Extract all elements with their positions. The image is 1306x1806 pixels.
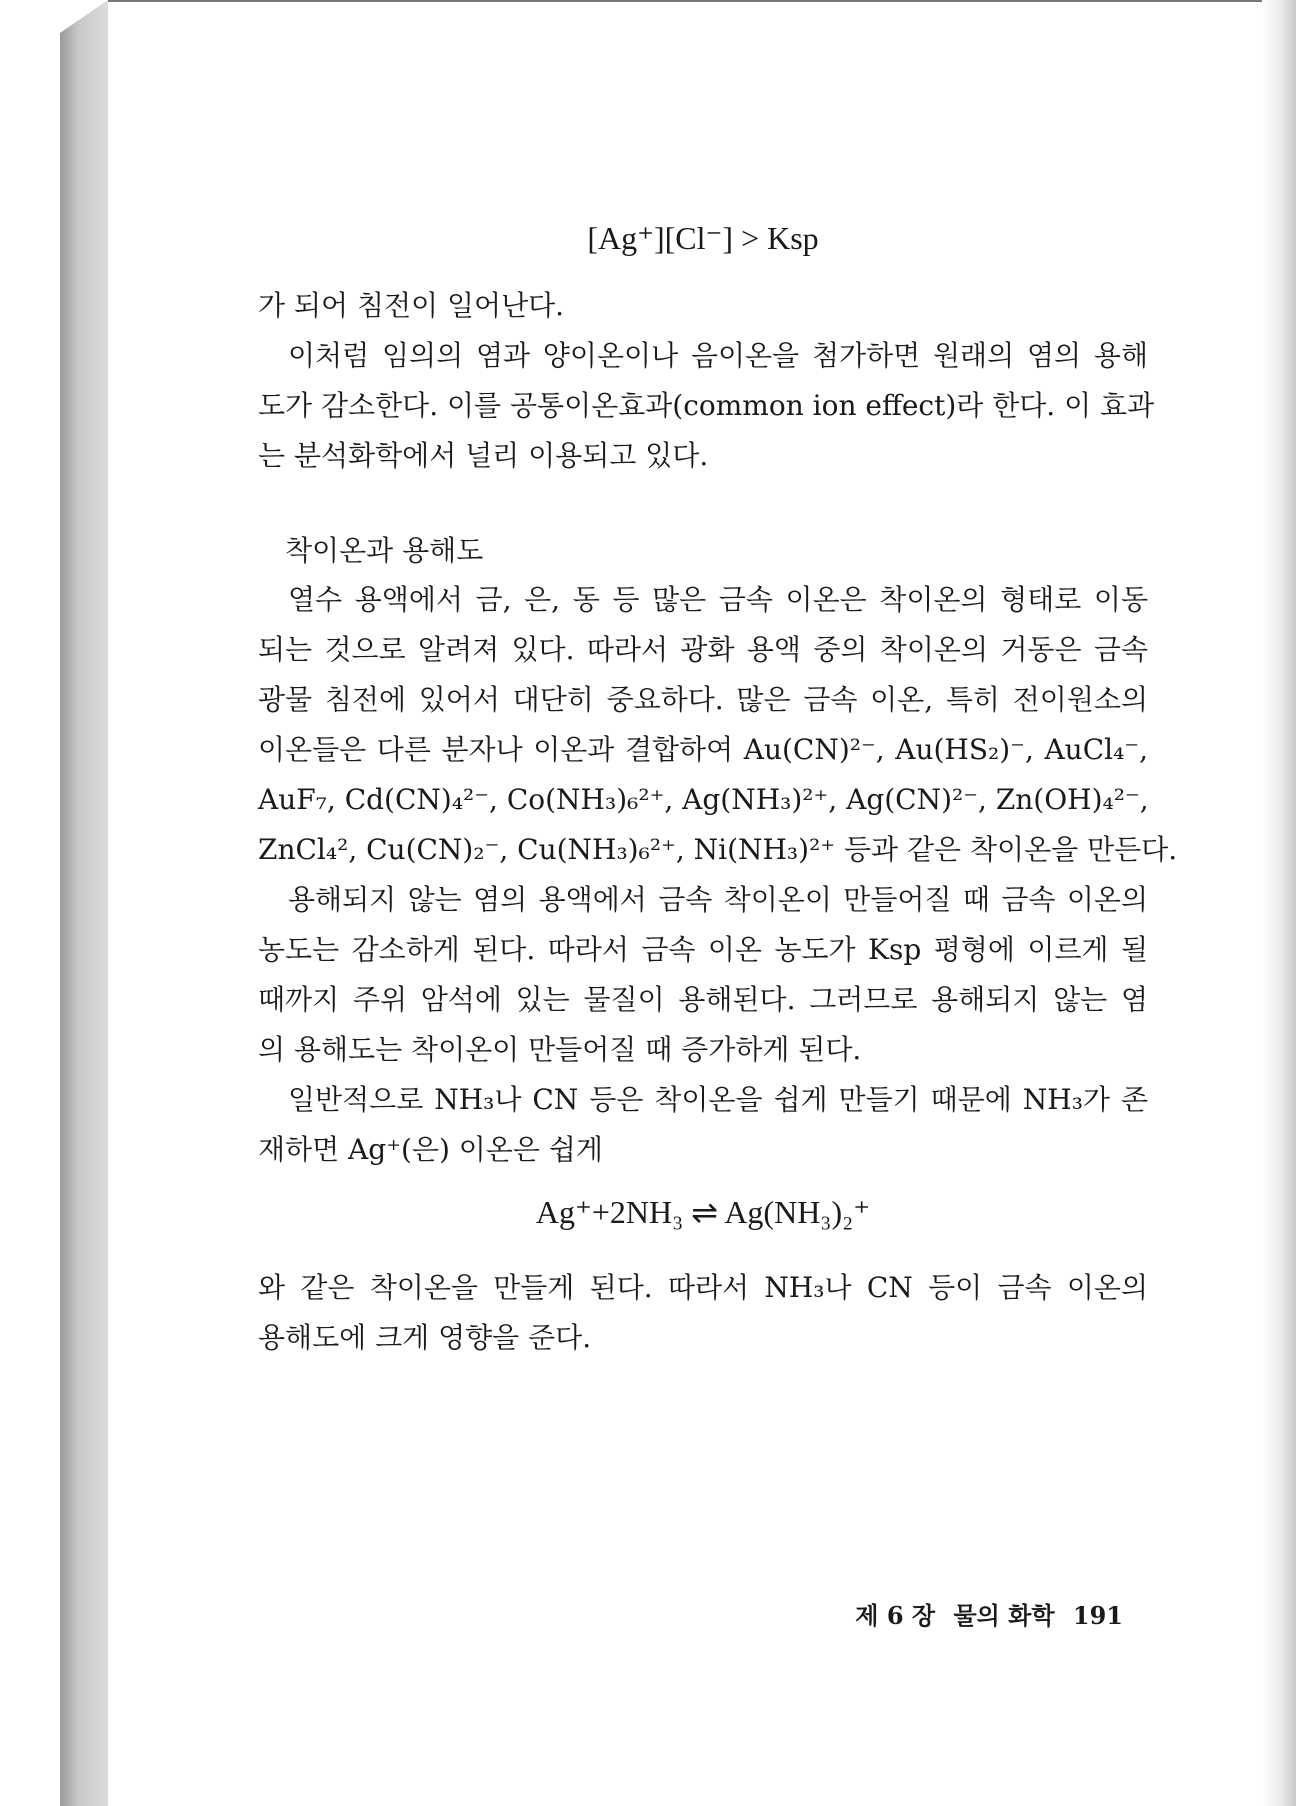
text-line: 광물 침전에 있어서 대단히 중요하다. 많은 금속 이온, 특히 전이원소의 xyxy=(258,683,1148,716)
text-line: 일반적으로 NH₃나 CN 등은 착이온을 쉽게 만들기 때문에 NH₃가 존 xyxy=(288,1083,1148,1116)
text-line: 의 용해도는 착이온이 만들어질 때 증가하게 된다. xyxy=(258,1033,862,1066)
section-heading: 착이온과 용해도 xyxy=(285,534,484,567)
equation-2: Ag⁺+2NH₃ ⇌ Ag(NH₃)₂⁺ xyxy=(535,1194,871,1230)
text-line: 는 분석화학에서 널리 이용되고 있다. xyxy=(258,439,709,472)
page-number: 191 xyxy=(1072,1601,1123,1630)
chapter-title: 물의 화학 xyxy=(953,1601,1055,1630)
text-line: 이온들은 다른 분자나 이온과 결합하여 Au(CN)²⁻, Au(HS₂)⁻, AuCl₄⁻, xyxy=(258,733,1148,766)
text-line: ZnCl₄², Cu(CN)₂⁻, Cu(NH₃)₆²⁺, Ni(NH₃)²⁺ 등과 같은 착이온을 만든다. xyxy=(258,833,1178,866)
text-line: 와 같은 착이온을 만들게 된다. 따라서 NH₃나 CN 등이 금속 이온의 xyxy=(258,1271,1148,1304)
equation-1: [Ag⁺][Cl⁻] > Ksp xyxy=(587,220,819,256)
text-line: 때까지 주위 암석에 있는 물질이 용해된다. 그러므로 용해되지 않는 염 xyxy=(258,983,1148,1016)
text-line: 이처럼 임의의 염과 양이온이나 음이온을 첨가하면 원래의 염의 용해 xyxy=(288,339,1148,372)
text-line: 되는 것으로 알려져 있다. 따라서 광화 용액 중의 착이온의 거동은 금속 xyxy=(258,633,1148,666)
page-footer xyxy=(845,1596,1123,1631)
text-line: 재하면 Ag⁺(은) 이온은 쉽게 xyxy=(258,1133,603,1166)
text-line: 가 되어 침전이 일어난다. xyxy=(258,289,565,322)
book-spine xyxy=(60,0,108,1806)
text-line: 도가 감소한다. 이를 공통이온효과(common ion effect)라 한다. 이 효과 xyxy=(258,389,1155,422)
chapter-label: 제 6 장 xyxy=(855,1601,936,1630)
text-line: AuF₇, Cd(CN)₄²⁻, Co(NH₃)₆²⁺, Ag(NH₃)²⁺, Ag(CN)²⁻, Zn(OH)₄²⁻, xyxy=(258,783,1149,816)
page-edge xyxy=(1262,0,1296,1806)
text-line: 농도는 감소하게 된다. 따라서 금속 이온 농도가 Ksp 평형에 이르게 될 xyxy=(258,933,1148,966)
text-line: 용해도에 크게 영향을 준다. xyxy=(258,1321,592,1354)
text-line: 용해되지 않는 염의 용액에서 금속 착이온이 만들어질 때 금속 이온의 xyxy=(288,883,1148,916)
text-line: 열수 용액에서 금, 은, 동 등 많은 금속 이온은 착이온의 형태로 이동 xyxy=(288,583,1148,616)
